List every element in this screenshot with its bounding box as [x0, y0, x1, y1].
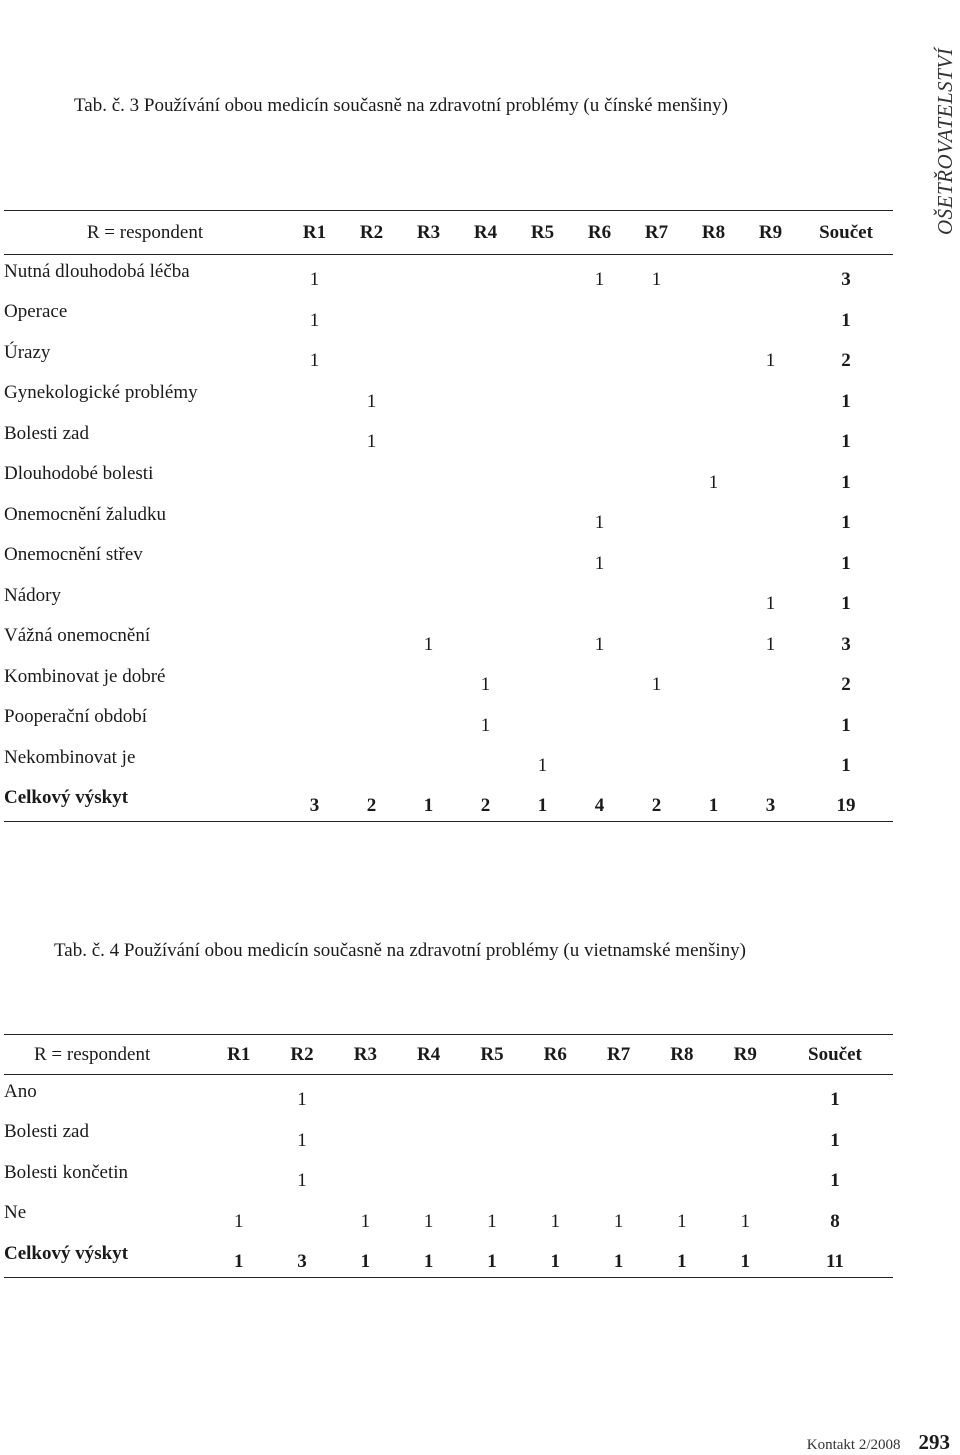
- respondent-cell: 1: [765, 350, 776, 371]
- respondent-cell: [457, 741, 514, 782]
- table1-header-r3: R3: [416, 221, 441, 243]
- table-row: [4, 336, 893, 377]
- respondent-cell: [628, 700, 685, 741]
- respondent-cell: [514, 376, 571, 417]
- respondent-cell: [514, 700, 571, 741]
- row-sum-cell: 1: [830, 1170, 840, 1191]
- respondent-cell: [457, 255, 514, 296]
- row-label: Ano: [4, 1081, 37, 1102]
- respondent-cell: 1: [366, 390, 377, 412]
- respondent-cell: [714, 1115, 777, 1156]
- respondent-cell: [400, 295, 457, 336]
- total-cell: 1: [708, 795, 719, 816]
- respondent-cell: [628, 376, 685, 417]
- table1-header-r6: R6: [587, 221, 612, 243]
- respondent-cell: [628, 417, 685, 458]
- total-label: Celkový výskyt: [4, 1242, 129, 1264]
- total-row: [4, 1237, 893, 1278]
- section-side-label: OŠETŘOVATELSTVÍ: [933, 47, 957, 235]
- respondent-cell: [571, 336, 628, 377]
- respondent-cell: [286, 498, 343, 539]
- row-label: Gynekologické problémy: [4, 382, 198, 403]
- table2-header-r2: R2: [290, 1043, 314, 1065]
- page-number: 293: [918, 1430, 950, 1454]
- respondent-cell: [286, 741, 343, 782]
- respondent-cell: [714, 1075, 777, 1116]
- table-row: [4, 1196, 893, 1237]
- respondent-cell: [457, 457, 514, 498]
- respondent-cell: [457, 579, 514, 620]
- table1-header-r1: R1: [302, 221, 327, 243]
- respondent-cell: [514, 457, 571, 498]
- row-label: Kombinovat je dobré: [4, 665, 166, 687]
- respondent-cell: [742, 741, 799, 782]
- respondent-cell: [343, 579, 400, 620]
- table2-header-r5: R5: [480, 1043, 504, 1065]
- respondent-cell: 1: [677, 1210, 687, 1232]
- respondent-cell: [587, 1156, 650, 1197]
- table-row: [4, 1075, 893, 1116]
- row-sum-cell: 3: [841, 633, 851, 655]
- table1-header-r4: R4: [473, 221, 498, 243]
- row-sum-cell: 1: [841, 390, 851, 412]
- table-row: [4, 700, 893, 741]
- page-footer: [807, 1430, 950, 1455]
- respondent-cell: [400, 700, 457, 741]
- respondent-cell: [571, 660, 628, 701]
- row-sum-cell: 1: [841, 309, 851, 331]
- table-row: [4, 457, 893, 498]
- table2-body: [4, 1075, 893, 1278]
- respondent-cell: [628, 295, 685, 336]
- respondent-cell: [514, 538, 571, 579]
- respondent-cell: [397, 1075, 460, 1116]
- respondent-cell: [514, 660, 571, 701]
- respondent-cell: 1: [594, 633, 605, 655]
- respondent-cell: [343, 498, 400, 539]
- table-row: [4, 579, 893, 620]
- row-sum-cell: 8: [830, 1210, 840, 1232]
- row-label: Pooperační období: [4, 706, 148, 727]
- row-sum-cell: 1: [841, 552, 851, 574]
- respondent-cell: [685, 295, 742, 336]
- respondent-cell: 1: [423, 633, 434, 655]
- respondent-cell: [685, 619, 742, 660]
- respondent-cell: [457, 498, 514, 539]
- table1-header-r7: R7: [644, 221, 669, 243]
- respondent-cell: [628, 336, 685, 377]
- respondent-cell: [628, 741, 685, 782]
- table2-header-r6: R6: [543, 1043, 567, 1065]
- respondent-cell: 1: [594, 512, 605, 533]
- row-sum-cell: 1: [841, 593, 851, 614]
- table2-header-r1: R1: [227, 1043, 251, 1065]
- table-row: [4, 295, 893, 336]
- row-label: Bolesti končetin: [4, 1161, 129, 1183]
- respondent-cell: [685, 660, 742, 701]
- respondent-cell: [685, 741, 742, 782]
- respondent-cell: [457, 619, 514, 660]
- respondent-cell: [685, 336, 742, 377]
- respondent-cell: [628, 579, 685, 620]
- respondent-cell: [286, 538, 343, 579]
- table1-header-r8: R8: [701, 221, 726, 243]
- respondent-cell: [460, 1075, 523, 1116]
- table1-header-row: [4, 211, 893, 255]
- row-label: Úrazy: [4, 341, 51, 363]
- respondent-cell: [685, 538, 742, 579]
- respondent-cell: [742, 295, 799, 336]
- respondent-cell: [286, 619, 343, 660]
- row-label: Nutná dlouhodobá léčba: [4, 261, 190, 282]
- respondent-cell: [587, 1115, 650, 1156]
- table-row: [4, 741, 893, 782]
- respondent-cell: [400, 498, 457, 539]
- respondent-cell: 1: [550, 1210, 561, 1232]
- respondent-cell: 1: [297, 1129, 307, 1151]
- respondent-cell: [685, 700, 742, 741]
- respondent-cell: [286, 417, 343, 458]
- respondent-cell: 1: [360, 1210, 371, 1232]
- respondent-cell: [628, 538, 685, 579]
- row-sum-cell: 1: [841, 714, 851, 736]
- respondent-cell: [457, 295, 514, 336]
- table1: [4, 210, 893, 822]
- respondent-cell: [343, 336, 400, 377]
- total-cell: 2: [480, 795, 491, 816]
- table2-header-r4: R4: [417, 1043, 441, 1065]
- respondent-cell: [286, 376, 343, 417]
- respondent-cell: [457, 417, 514, 458]
- respondent-cell: 1: [309, 309, 320, 331]
- respondent-cell: 1: [309, 269, 320, 290]
- respondent-cell: [524, 1115, 587, 1156]
- row-label: Onemocnění střev: [4, 544, 143, 565]
- respondent-cell: [685, 579, 742, 620]
- total-cell: 4: [594, 795, 605, 816]
- table-row: [4, 376, 893, 417]
- respondent-cell: [400, 457, 457, 498]
- row-sum-cell: 2: [841, 350, 851, 371]
- row-sum-cell: 1: [841, 755, 851, 776]
- table1-caption: Tab. č. 3 Používání obou medicín současně na zdravotní problémy (u čínské menšiny): [74, 95, 729, 116]
- respondent-cell: 1: [480, 674, 491, 695]
- respondent-cell: [343, 538, 400, 579]
- respondent-cell: [571, 457, 628, 498]
- respondent-cell: [286, 700, 343, 741]
- total-cell: 1: [423, 1250, 434, 1272]
- respondent-cell: [650, 1156, 713, 1197]
- respondent-cell: [343, 619, 400, 660]
- respondent-cell: [207, 1115, 270, 1156]
- table-row: [4, 660, 893, 701]
- row-label: Ne: [4, 1202, 27, 1223]
- total-cell: 1: [550, 1250, 561, 1272]
- table2-header-r8: R8: [670, 1043, 694, 1065]
- respondent-cell: [334, 1156, 397, 1197]
- respondent-cell: [400, 741, 457, 782]
- respondent-cell: 1: [366, 431, 377, 452]
- total-cell: 1: [487, 1250, 497, 1272]
- respondent-cell: [742, 376, 799, 417]
- respondent-cell: [571, 376, 628, 417]
- respondent-cell: [524, 1156, 587, 1197]
- row-label: Nádory: [4, 584, 61, 606]
- respondent-cell: [650, 1115, 713, 1156]
- table-row: [4, 255, 893, 296]
- grand-total-cell: 19: [836, 795, 856, 816]
- respondent-cell: [286, 579, 343, 620]
- table-row: [4, 538, 893, 579]
- respondent-cell: [343, 255, 400, 296]
- table2-header-sum: Součet: [808, 1043, 862, 1065]
- table-row: [4, 1156, 893, 1197]
- row-label: Dlouhodobé bolesti: [4, 463, 154, 484]
- respondent-cell: [343, 700, 400, 741]
- respondent-cell: [628, 457, 685, 498]
- respondent-cell: [571, 579, 628, 620]
- respondent-cell: [334, 1075, 397, 1116]
- table-row: [4, 1115, 893, 1156]
- respondent-cell: 1: [765, 593, 776, 614]
- total-cell: 1: [360, 1250, 371, 1272]
- respondent-cell: [742, 660, 799, 701]
- respondent-cell: [334, 1115, 397, 1156]
- respondent-cell: [742, 417, 799, 458]
- respondent-cell: [628, 619, 685, 660]
- row-label: Onemocnění žaludku: [4, 503, 166, 525]
- table2-header-row: [4, 1035, 893, 1075]
- respondent-cell: [457, 376, 514, 417]
- respondent-cell: [571, 700, 628, 741]
- respondent-cell: [742, 700, 799, 741]
- total-cell: 1: [233, 1250, 244, 1272]
- table2-header-respondent: R = respondent: [34, 1043, 151, 1065]
- respondent-cell: [397, 1156, 460, 1197]
- respondent-cell: [400, 417, 457, 458]
- table2-caption: Tab. č. 4 Používání obou medicín současně na zdravotní problémy (u vietnamské menšiny): [54, 940, 746, 961]
- table-row: [4, 417, 893, 458]
- total-label: Celkový výskyt: [4, 787, 129, 808]
- respondent-cell: 1: [309, 350, 320, 371]
- respondent-cell: 1: [594, 552, 605, 574]
- respondent-cell: [571, 417, 628, 458]
- row-label: Bolesti zad: [4, 1121, 89, 1142]
- respondent-cell: [587, 1075, 650, 1116]
- grand-total-cell: 11: [825, 1250, 844, 1272]
- table2-header-r7: R7: [606, 1043, 631, 1065]
- respondent-cell: 1: [480, 714, 491, 736]
- respondent-cell: [400, 336, 457, 377]
- total-cell: 3: [765, 795, 776, 816]
- row-label: Vážná onemocnění: [4, 625, 151, 646]
- row-sum-cell: 1: [830, 1129, 840, 1151]
- table-row: [4, 619, 893, 660]
- respondent-cell: [514, 417, 571, 458]
- respondent-cell: [343, 660, 400, 701]
- table1-header-r5: R5: [530, 221, 555, 243]
- respondent-cell: 1: [765, 633, 776, 655]
- table1-header-respondent: R = respondent: [86, 221, 204, 243]
- row-label: Operace: [4, 301, 68, 322]
- table2-header-r3: R3: [353, 1043, 377, 1065]
- respondent-cell: 1: [233, 1210, 244, 1232]
- respondent-cell: [400, 579, 457, 620]
- respondent-cell: [571, 741, 628, 782]
- respondent-cell: [650, 1075, 713, 1116]
- total-cell: 1: [740, 1250, 750, 1272]
- respondent-cell: [514, 255, 571, 296]
- respondent-cell: 1: [487, 1210, 497, 1232]
- row-sum-cell: 1: [841, 512, 851, 533]
- row-label: Bolesti zad: [4, 422, 89, 444]
- table2: [4, 1034, 893, 1278]
- respondent-cell: [343, 741, 400, 782]
- respondent-cell: [742, 457, 799, 498]
- respondent-cell: [457, 538, 514, 579]
- respondent-cell: [514, 295, 571, 336]
- row-sum-cell: 1: [830, 1089, 840, 1110]
- row-sum-cell: 2: [841, 674, 851, 695]
- respondent-cell: [343, 457, 400, 498]
- respondent-cell: 1: [594, 269, 605, 290]
- total-cell: 2: [366, 795, 377, 816]
- total-cell: 1: [613, 1250, 624, 1272]
- table2-header-r9: R9: [733, 1043, 757, 1065]
- respondent-cell: [685, 255, 742, 296]
- respondent-cell: [397, 1115, 460, 1156]
- respondent-cell: [685, 417, 742, 458]
- respondent-cell: [457, 336, 514, 377]
- table1-header-r2: R2: [359, 221, 384, 243]
- row-sum-cell: 3: [841, 269, 851, 290]
- respondent-cell: 1: [537, 755, 548, 776]
- respondent-cell: 1: [297, 1170, 307, 1191]
- respondent-cell: [286, 457, 343, 498]
- respondent-cell: 1: [613, 1210, 624, 1232]
- table1-body: [4, 255, 893, 822]
- respondent-cell: [460, 1156, 523, 1197]
- total-cell: 1: [423, 795, 434, 816]
- respondent-cell: [714, 1156, 777, 1197]
- total-row: [4, 781, 893, 822]
- total-cell: 1: [537, 795, 548, 816]
- respondent-cell: [514, 498, 571, 539]
- respondent-cell: [685, 376, 742, 417]
- respondent-cell: [343, 295, 400, 336]
- respondent-cell: [207, 1075, 270, 1116]
- total-cell: 3: [297, 1250, 307, 1272]
- table1-header-sum: Součet: [819, 221, 873, 243]
- respondent-cell: [207, 1156, 270, 1197]
- total-cell: 2: [651, 795, 662, 816]
- table1-header-r9: R9: [758, 221, 783, 243]
- respondent-cell: [400, 660, 457, 701]
- respondent-cell: [524, 1075, 587, 1116]
- total-cell: 3: [309, 795, 320, 816]
- respondent-cell: [400, 255, 457, 296]
- respondent-cell: [742, 498, 799, 539]
- journal-issue: Kontakt 2/2008: [806, 1437, 901, 1453]
- table-row: [4, 498, 893, 539]
- respondent-cell: [286, 660, 343, 701]
- respondent-cell: [514, 336, 571, 377]
- respondent-cell: 1: [651, 269, 662, 290]
- respondent-cell: 1: [423, 1210, 434, 1232]
- respondent-cell: [514, 619, 571, 660]
- row-sum-cell: 1: [841, 471, 851, 493]
- respondent-cell: [571, 295, 628, 336]
- total-cell: 1: [677, 1250, 687, 1272]
- respondent-cell: [514, 579, 571, 620]
- respondent-cell: [742, 538, 799, 579]
- respondent-cell: [460, 1115, 523, 1156]
- respondent-cell: 1: [740, 1210, 750, 1232]
- respondent-cell: [400, 538, 457, 579]
- respondent-cell: 1: [651, 674, 662, 695]
- respondent-cell: 1: [708, 471, 719, 493]
- respondent-cell: [400, 376, 457, 417]
- respondent-cell: 1: [297, 1089, 307, 1110]
- respondent-cell: [270, 1196, 333, 1237]
- respondent-cell: [685, 498, 742, 539]
- respondent-cell: [628, 498, 685, 539]
- row-sum-cell: 1: [841, 431, 851, 452]
- respondent-cell: [742, 255, 799, 296]
- row-label: Nekombinovat je: [4, 746, 136, 768]
